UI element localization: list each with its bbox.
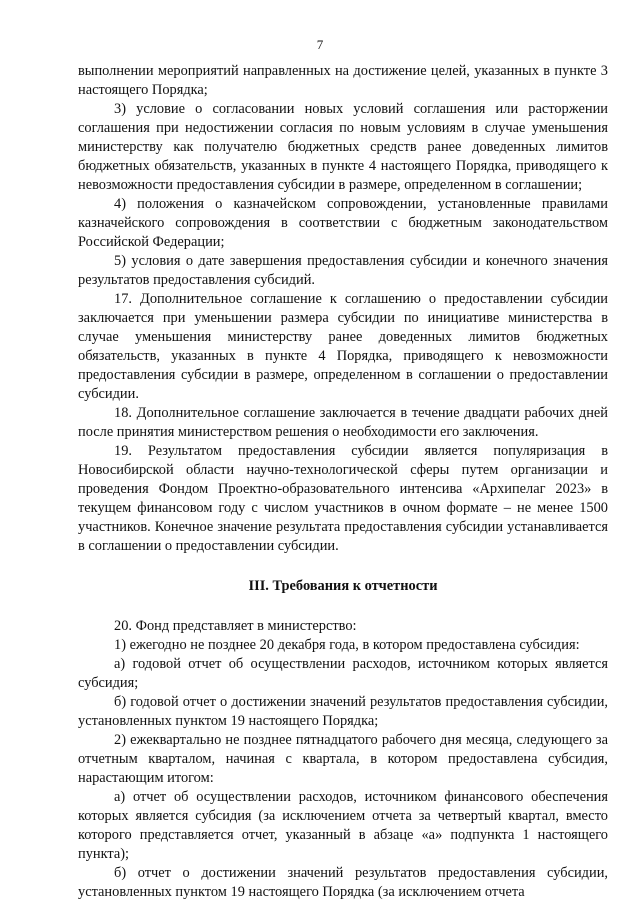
paragraph: 19. Результатом предоставления субсидии является популяризация в Новосибирской области научно-технологической сферы путем организации и проведения Фондом Проектно-образовательного интенсива «Архипелаг 2023» в текущем финансовом году с числом участников в очном формате – не менее 1500 участников. Конечное значение результата предоставления субсидии устанавливается в соглашении о предоставлении субсидии. [78, 443, 608, 554]
paragraph: а) годовой отчет об осуществлении расходов, источником которых является субсидия; [78, 656, 608, 691]
paragraph: 20. Фонд представляет в министерство: [114, 618, 357, 634]
paragraph: 17. Дополнительное соглашение к соглашению о предоставлении субсидии заключается при уменьшении размера субсидии по инициативе министерства в случае уменьшения министерству ранее доведенных лимитов бюджетных обязательств, указанных в пункте 4 Порядка, приводящего к невозможности предоставления субсидии в размере, определенном в соглашении о предоставлении субсидии. [78, 291, 608, 402]
paragraph: 1) ежегодно не позднее 20 декабря года, в котором предоставлена субсидия: [114, 637, 580, 653]
section-heading: III. Требования к отчетности [248, 578, 438, 594]
paragraph: б) отчет о достижении значений результатов предоставления субсидии, установленных пунктом 19 настоящего Порядка (за исключением отчета [78, 865, 608, 900]
document-body [78, 62, 608, 902]
paragraph: 5) условия о дате завершения предоставления субсидии и конечного значения результатов предоставления субсидий. [78, 253, 608, 288]
paragraph: 2) ежеквартально не позднее пятнадцатого рабочего дня месяца, следующего за отчетным кварталом, начиная с квартала, в котором предоставлена субсидия, нарастающим итогом: [78, 732, 608, 786]
paragraph: 18. Дополнительное соглашение заключается в течение двадцати рабочих дней после принятия министерством решения о необходимости его заключения. [78, 405, 608, 440]
paragraph: 4) положения о казначейском сопровождении, установленные правилами казначейского сопровождения в соответствии с бюджетным законодательством Российской Федерации; [78, 196, 608, 250]
paragraph: выполнении мероприятий направленных на достижение целей, указанных в пункте 3 настоящего Порядка; [78, 63, 608, 98]
paragraph: а) отчет об осуществлении расходов, источником финансового обеспечения которых является субсидия (за исключением отчета за четвертый квартал, вместо которого представляется отчет, указанный в абзаце «а» подпункта 1 настоящего пункта); [78, 789, 608, 862]
paragraph: 3) условие о согласовании новых условий соглашения или расторжении соглашения при недостижении согласия по новым условиям в случае уменьшения министерству как получателю бюджетных средств ранее доведенных лимитов бюджетных обязательств, указанных в пункте 4 настоящего Порядка, приводящего к невозможности предоставления субсидии в размере, определенном в соглашении; [78, 101, 608, 193]
page-number: 7 [316, 37, 324, 52]
paragraph: б) годовой отчет о достижении значений результатов предоставления субсидии, установленных пунктом 19 настоящего Порядка; [78, 694, 608, 729]
